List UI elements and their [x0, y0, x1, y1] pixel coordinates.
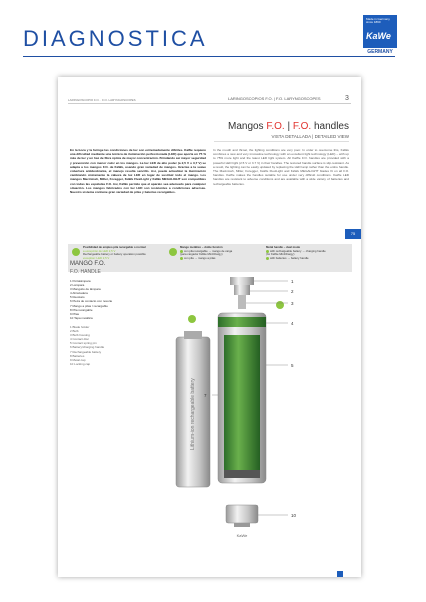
- callout-marker: [276, 301, 284, 309]
- page-number: 3: [345, 95, 349, 102]
- main-handle: [218, 313, 266, 483]
- subtitle-divider: [214, 141, 349, 142]
- list-item: 4 Contact disc: [70, 337, 90, 342]
- feature-line: a excepción de LED 2,5 V: [83, 248, 116, 253]
- page-left-header: LARINGOSCOPIO F.O. · F.O. LARYNGOSCOPES: [68, 98, 136, 102]
- spanish-description: En la boca y la faringe las condiciones de luz son extremadamente difíciles. KaWe requiere una dificultad mediante una técnica de iluminación perfeccionada (LED) que aporta un 75 % más de luz y un haz de fibra óptica de mayor concentración. Brindando así mayor seguridad y prevención con menor calor en los mangos. La luz LED de alto poder (a 2,5 V o 3,7 V) se adapta a los mangos F.O. de KaWe, usando gran variedad de mangos. Gracias a la suave cobertura antideslizante, el manejo resulta sencillo. Así, puede actualizar la iluminación cambiando únicamente la cabeza de luz LED en lugar de sustituir todo el mango. Los mangos Macintosh, Miller, Foregger, KaWe FlexiLight y KaWe MEGALIGHT son compatibles con todas las espátulas F.O. Así, KaWe permite que el aparato sea adecuado para cualquier situación. Los mangos fabricados con luz LED son resistentes a condiciones adversas. Nuestro sistema contiene gran variedad de pilas y baterías recargables.: [70, 148, 206, 195]
- title-separator: |: [284, 121, 293, 132]
- handle-exploded-diagram: [168, 275, 318, 575]
- header-divider: [68, 103, 351, 104]
- list-item: 9 Metal cap: [70, 357, 86, 362]
- feature-title: Metal handle – dual mode: [266, 245, 301, 249]
- handle-subtitle: F.O. HANDLE: [70, 269, 101, 275]
- parts-list-es: [70, 279, 125, 320]
- title-divider: [23, 56, 395, 57]
- callout-label: 1: [291, 279, 294, 284]
- locking-cap: [226, 505, 258, 538]
- logo-tagline: Made in Germany since 1890: [366, 17, 390, 25]
- bullet-icon: [180, 257, 183, 260]
- logo-wordmark: KaWe: [366, 31, 391, 41]
- feature-line: (para cargador KaWe MiniChargy): [180, 252, 223, 257]
- list-item: 4 Abrazadera: [70, 291, 88, 296]
- list-item: 10 Tapa metálica: [70, 315, 93, 320]
- catalog-page: [58, 77, 361, 577]
- list-item: 6 Pieza de contacto con resorte: [70, 299, 113, 304]
- page-tab: 75: [345, 229, 361, 239]
- list-item: 8 Batteries: [70, 353, 85, 358]
- feature-line: Rechargeable battery or battery operation possible: [83, 252, 146, 257]
- list-item: 3 Bulb housing: [70, 333, 90, 338]
- handle-title: MANGO F.O.: [70, 261, 106, 267]
- rechargeable-battery: [176, 331, 210, 487]
- feature-line: (for KaWe MiniChargy): [266, 252, 295, 257]
- list-item: 5 Reostato: [70, 295, 85, 300]
- list-item: 10 Locking cap: [70, 361, 91, 366]
- feature-battery: [83, 246, 163, 260]
- battery-circle-icon: [72, 248, 80, 256]
- kawe-logo: [363, 15, 397, 48]
- callout-label: 7: [204, 393, 207, 398]
- list-item: 8 Pila recargable: [70, 307, 93, 312]
- section-title: [228, 121, 349, 132]
- feature-line: con pila → mango a pilas: [184, 256, 216, 261]
- feature-title: Mango metálico – doble función: [180, 245, 223, 249]
- feature-title: Posibilidad de empleo pila recargable o normal: [83, 245, 146, 249]
- callout-label: 4: [291, 321, 294, 326]
- list-item: 2 Bulb: [70, 329, 79, 334]
- feature-dual-mode-es: [180, 246, 262, 261]
- list-item: 5 Contact spring pin: [70, 341, 97, 346]
- feature-dual-mode-en: [266, 246, 350, 261]
- list-item: 3 Manguito de lámpara: [70, 287, 101, 292]
- list-item: 7 Rechargeable battery: [70, 349, 102, 354]
- english-description: In the mouth and throat, the lighting conditions are very poor. In order to overcome this, KaWe combines a new and very innovative technology with an excellent light technology (LED) – with up to 75% more light and the latest LED light system. All KaWe F.O. handles are provided with a powerful LED light (2.5 V or 3.7 V) in their handles. The textured handle surface is slip-resistant. As a result, the lighting can be easily updated by replacing the LED lamp rather than the entire handle. The Macintosh, Miller, Foregger, KaWe FlexiLight and KaWe MEGALIGHT blades fit on all F.O. handles. KaWe makes the handles suitable for use under very difficult conditions. KaWe LED handles are resistant to adverse conditions and are available with a wide variety of batteries and rechargeable batteries.: [213, 148, 349, 186]
- feature-line: exception: LED 2,5 V: [83, 255, 110, 260]
- section-subtitle: VISTA DETALLADA | DETAILED VIEW: [271, 134, 349, 139]
- footer-marker: [337, 571, 343, 577]
- callout-label: 2: [291, 289, 294, 294]
- feature-band: [68, 244, 352, 272]
- list-item: 6 Battery/charging handle: [70, 345, 105, 350]
- dual-mode-circle-icon: [169, 248, 177, 256]
- list-item: 1 Blade holder: [70, 325, 90, 329]
- feature-line: with batteries → battery handle: [270, 256, 309, 261]
- list-item: 2 Lámpara: [70, 283, 85, 288]
- callout-marker: [188, 315, 196, 323]
- feature-line: con pila recargable → mango de carga: [184, 248, 233, 253]
- list-item: 9 Pilas: [70, 311, 80, 316]
- title-accent: F.O.: [266, 121, 285, 132]
- title-text: handles: [311, 121, 349, 132]
- list-item: 1 Portalámpara: [70, 279, 91, 283]
- brand-label: KaWe: [236, 533, 248, 538]
- parts-list-en: [70, 325, 125, 366]
- title-text: Mangos: [227, 121, 267, 132]
- callout-label: 3: [291, 301, 294, 306]
- page-title: DIAGNOSTICA: [23, 26, 208, 51]
- bullet-icon: [266, 257, 269, 260]
- battery-label: Lithium-ion rechargeable battery: [190, 378, 196, 450]
- lamp-holder: [230, 277, 254, 309]
- callout-label: 5: [291, 363, 294, 368]
- page-right-header: LARINGOSCOPIOS F.O. | F.O. LARYNGOSCOPES: [228, 96, 321, 101]
- callout-label: 10: [291, 513, 297, 518]
- title-accent: F.O.: [292, 121, 312, 132]
- feature-line: with rechargeable battery → charging handle: [270, 248, 326, 253]
- logo-country: GERMANY: [367, 49, 393, 55]
- list-item: 7 Mango a pilas / recargable: [70, 303, 108, 308]
